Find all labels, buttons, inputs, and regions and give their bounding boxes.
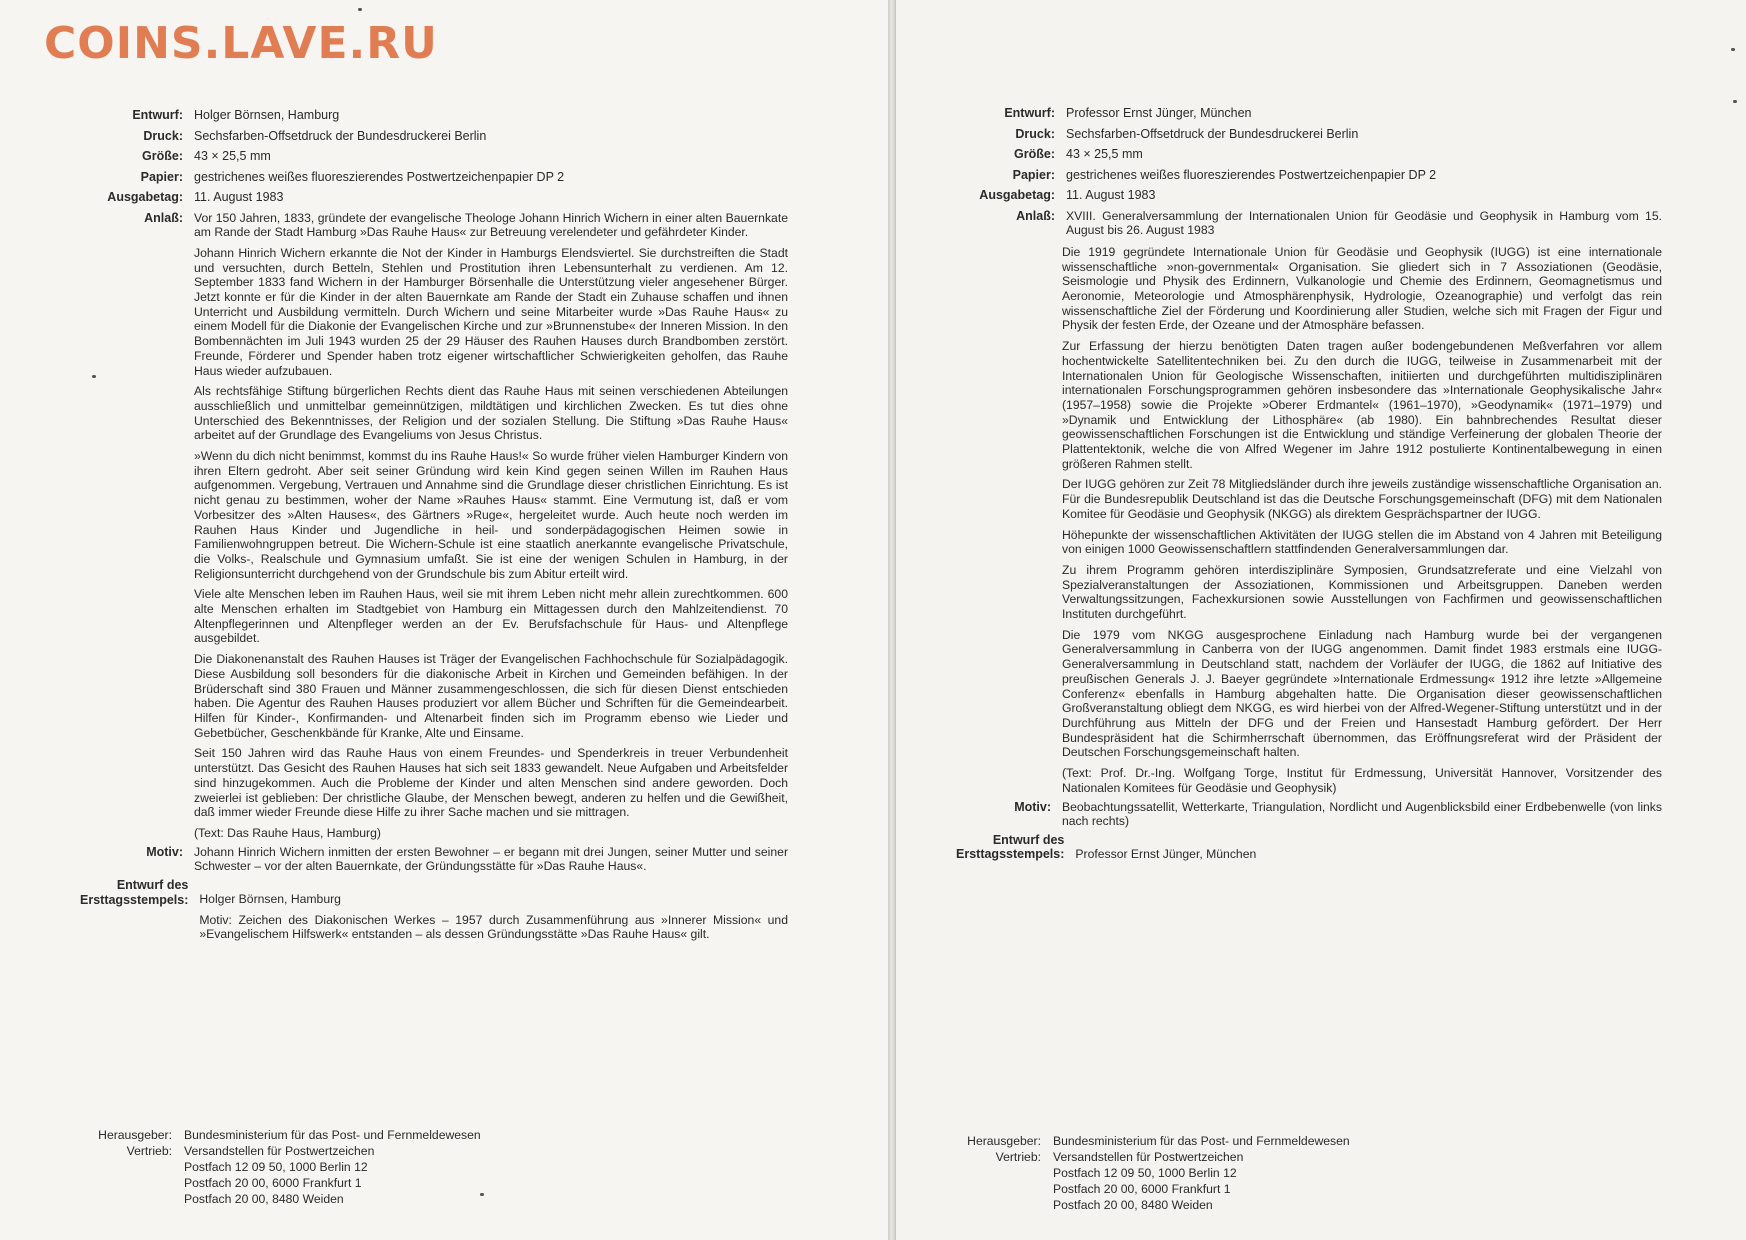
anlass-body-continued (1062, 245, 1662, 796)
meta-value: 11. August 1983 (1066, 188, 1156, 202)
paragraph: Zu ihrem Programm gehören interdisziplinäre Symposien, Grundsatzreferate und eine Vielzahl von Spezialveranstaltungen der Assoziationen, Kommissionen und Arbeitsgruppen. Daneben werden Verwaltungssitzungen, Fachexkursionen sowie Ausstellungen von Fachfirmen und geowissenschaftlichen Instituten durchgeführt. (1062, 562, 1662, 622)
meta-ausgabetag (956, 188, 1662, 203)
vertrieb-label: Vertrieb: (995, 1150, 1041, 1164)
stempel-designer: Holger Börnsen, Hamburg (199, 892, 341, 907)
paragraph: Zur Erfassung der hierzu benötigten Daten tragen außer bodengebundenen Meßverfahren vor allem hochentwickelte Satellitentechniken bei. Zu den durch die IUGG, teilweise in Zusammenarbeit mit der Internationalen Union für Geologische Wissenschaften, initiierten und durchgeführten multidisziplinären internationalen Forschungsprogrammen gehören insbesondere das »Internationale Geophysikalische Jahr« (1957–1958) sowie die Projekte »Oberer Erdmantel« (1961–1970), »Geodynamik« (1971–1979) und »Dynamik und Entwicklung der Lithosphäre« (ab 1980). Ein bahnbrechendes Resultat dieser geowissenschaftlichen Forschungen ist die Entwicklung und ständige Verfeinerung der globalen Theorie der Plattentektonik, welche die von Alfred Wegener im Jahre 1912 postulierte Kontinentalbewegung in einen größeren Rahmen stellt. (1062, 339, 1662, 471)
right-page (895, 0, 1746, 1240)
vertrieb-value: Versandstellen für Postwertzeichen (184, 1144, 375, 1158)
meta-groesse (956, 147, 1662, 162)
paragraph: Johann Hinrich Wichern erkannte die Not der Kinder in Hamburgs Elendsviertel. Sie durchstreiften die Stadt und versuchten, durch Betteln, Stehlen und Prostitution ihren Lebensunterhalt zu verdienen. Am 12. September 1833 fand Wichern in der Hamburger Börsenhalle die Unterstützung vieler angesehener Bürger. Jetzt konnte er für die Kinder in der alten Bauernkate am Rande der Stadt ein Zuhause schaffen und ihnen Unterricht und Ausbildung vermitteln. Durch Wichern und seine Mitarbeiter wurde »Das Rauhe Haus« zu einem Modell für die Diakonie der Evangelischen Kirche und zur »Brunnenstube« der Inneren Mission. In den Bombennächten im Juli 1943 wurden 25 der 29 Häuser des Rauhen Hauses durch Brandbomben zerstört. Freunde, Förderer und Spender haben trotz eigener wirtschaftlicher Schwierigkeiten geholfen, das Rauhe Haus wieder aufzubauen. (194, 245, 788, 378)
motiv-section (956, 800, 1662, 829)
anlass-label: Anlaß: (1016, 208, 1055, 223)
paragraph: Beobachtungssatellit, Wetterkarte, Triangulation, Nordlicht und Augenblicksbild einer Erdbebenwelle (von links nach rechts) (1062, 799, 1662, 829)
meta-label: Druck: (1015, 126, 1055, 141)
paragraph: Der IUGG gehören zur Zeit 78 Mitgliedsländer durch ihre jeweils zuständige wissenschaftliche Organisation an. Für die Bundesrepublik Deutschland ist das die Deutsche Forschungsgemeinschaft (DFG) mit dem Nationalen Komitee für Geodäsie und Geophysik (NKGG) als direktem Gesprächspartner der IUGG. (1062, 477, 1662, 521)
meta-label: Druck: (143, 128, 183, 143)
paper-speck (1733, 100, 1737, 103)
meta-entwurf (80, 108, 788, 123)
paragraph: Viele alte Menschen leben im Rauhen Haus, weil sie mit ihrem Leben nicht mehr allein zurechtkommen. 600 alte Menschen erhalten im Stadtgebiet von Hamburg ein Mittagessen durch den Mahlzeitendienst. 70 Altenpflegerinnen und Altenpfleger werden an der Ev. Berufsfachschule für Haus- und Altenpflege ausgebildet. (194, 587, 788, 646)
text-credit: (Text: Das Rauhe Haus, Hamburg) (194, 825, 381, 840)
stempel-label-line1: Entwurf des (116, 878, 189, 893)
meta-druck (956, 127, 1662, 142)
stempel-body (199, 878, 788, 942)
paper-speck (1731, 48, 1735, 51)
motiv-section (80, 845, 788, 874)
anlass-continued (956, 245, 1662, 796)
paper-speck (480, 1193, 484, 1196)
herausgeber-label: Herausgeber: (967, 1134, 1041, 1148)
meta-druck (80, 129, 788, 144)
vertrieb-value: Versandstellen für Postwertzeichen (1053, 1150, 1244, 1164)
right-footer (941, 1133, 1541, 1213)
vertrieb-address: Postfach 20 00, 8480 Weiden (184, 1192, 344, 1206)
paragraph: Als rechtsfähige Stiftung bürgerlichen Rechts dient das Rauhe Haus mit seinen verschiedenen Abteilungen ausschließlich und unmittelbar gemeinnützigen, mildtätigen und kirchlichen Zwecken. Es tut dies ohne Unterschied des Bekenntnisses, der Religion und der sozialen Stellung. Die Stiftung »Das Rauhe Haus« arbeitet auf der Grundlage des Evangeliums von Jesus Christus. (194, 384, 788, 443)
stempel-label-line1: Entwurf des (992, 832, 1065, 847)
motiv-label: Motiv: (1014, 799, 1051, 814)
meta-entwurf (956, 106, 1662, 121)
vertrieb-address: Postfach 12 09 50, 1000 Berlin 12 (184, 1160, 368, 1174)
stempel-body (1075, 833, 1662, 862)
meta-value: 43 × 25,5 mm (1066, 147, 1143, 161)
meta-papier (80, 170, 788, 185)
anlass-body (1066, 209, 1662, 241)
vertrieb-address: Postfach 20 00, 6000 Frankfurt 1 (1053, 1182, 1231, 1196)
right-content (956, 106, 1662, 866)
meta-value: Professor Ernst Jünger, München (1066, 106, 1252, 120)
herausgeber-value: Bundesministerium für das Post- und Fernmeldewesen (184, 1128, 481, 1142)
herausgeber-value: Bundesministerium für das Post- und Fernmeldewesen (1053, 1134, 1350, 1148)
vertrieb-address: Postfach 20 00, 8480 Weiden (1053, 1198, 1213, 1212)
stempel-motiv: Motiv: Zeichen des Diakonischen Werkes – 1957 durch Zusammenführung aus »Innerer Mission« und »Evangelischem Hilfswerk« entstanden – als dessen Gründungsstätte »Das Rauhe Haus« gilt. (199, 912, 788, 942)
watermark: COINS.LAVE.RU (44, 18, 438, 69)
meta-value: Holger Börnsen, Hamburg (194, 108, 340, 122)
anlass-body (194, 211, 788, 841)
meta-label: Ausgabetag: (979, 188, 1055, 202)
motiv-label: Motiv: (146, 844, 183, 859)
meta-label: Papier: (140, 169, 183, 184)
anlass-section (956, 209, 1662, 241)
paragraph: Johann Hinrich Wichern inmitten der ersten Bewohner – er begann mit drei Jungen, seiner Mutter und seiner Schwester – vor der alten Bauernkate, der Gründungsstätte für »Das Rauhe Haus«. (194, 844, 788, 874)
meta-groesse (80, 149, 788, 164)
paper-speck (92, 375, 96, 378)
paragraph: Die Diakonenanstalt des Rauhen Hauses ist Träger der Evangelischen Fachhochschule für Sozialpädagogik. Diese Ausbildung soll besonders für die diakonische Arbeit in Kirchen und Gemeinden befähigen. In der Brüderschaft sind 380 Frauen und Männer zusammengeschlossen, die sich für diesen Dienst entschieden haben. Die Agentur des Rauhen Hauses produziert vor allem Bücher und Schriften für die Gemeindearbeit. Hilfen für Kinder-, Konfirmanden- und Altenarbeit finden sich im Programm ebenso wie Lieder und Gebetbücher, Geschenkbände für Kranke, Alte und Einsame. (194, 652, 788, 740)
paragraph: Seit 150 Jahren wird das Rauhe Haus von einem Freundes- und Spenderkreis in treuer Verbundenheit unterstützt. Das Gesicht des Rauhen Hauses hat sich seit 1833 gewandelt. Neue Aufgaben und Arbeitsfelder sind hinzugekommen. Auch die Probleme der Kinder und alten Menschen sind andere geworden. Doch zweierlei ist geblieben: Der christliche Glaube, der Menschen bewegt, anderen zu helfen und die Gewißheit, daß immer wieder Freunde diese Hilfe zu ihrer Sache machen und sie mittragen. (194, 746, 788, 820)
page-fold (888, 0, 895, 1240)
meta-label: Größe: (1014, 147, 1055, 161)
left-footer (80, 1127, 680, 1207)
anlass-label: Anlaß: (144, 210, 183, 225)
meta-label: Entwurf: (132, 108, 183, 122)
meta-value: 43 × 25,5 mm (194, 149, 271, 163)
left-content (80, 108, 788, 946)
paragraph: Die 1919 gegründete Internationale Union für Geodäsie und Geophysik (IUGG) ist eine internationale wissenschaftliche »non-governmental« Organisation. Sie gliedert sich in 7 Assoziationen (Geodäsie, Seismologie und Physik des Erdinnern, Vulkanologie und Chemie des Erdinnern, Geomagnetismus und Aeronomie, Meteorologie und Atmosphärenphysik, Hydrologie, Ozeanographie) und verfolgt das rein wissenschaftliche Ziel der Förderung und Koordinierung aller Studien, welche sich mit Fragen der Figur und Physik der festen Erde, der Ozeane und der Atmosphäre befassen. (1062, 244, 1662, 333)
motiv-body (1062, 800, 1662, 829)
meta-value: Sechsfarben-Offsetdruck der Bundesdruckerei Berlin (1066, 126, 1359, 141)
herausgeber-label: Herausgeber: (98, 1128, 172, 1142)
stempel-designer: Professor Ernst Jünger, München (1075, 846, 1257, 861)
stempel-label (80, 878, 199, 907)
meta-label: Entwurf: (1004, 106, 1055, 120)
vertrieb-label: Vertrieb: (126, 1144, 172, 1158)
paper-speck (358, 8, 362, 11)
paragraph: Höhepunkte der wissenschaftlichen Aktivitäten der IUGG stellen die im Abstand von 4 Jahren mit Beteiligung von einigen 1000 Geowissenschaftlern stattfindenden Generalversammlungen dar. (1062, 527, 1662, 557)
vertrieb-address: Postfach 20 00, 6000 Frankfurt 1 (184, 1176, 362, 1190)
paragraph: Vor 150 Jahren, 1833, gründete der evangelische Theologe Johann Hinrich Wichern in einer alten Bauernkate am Rande der Stadt Hamburg »Das Rauhe Haus« zur Betreuung verelendeter und gefährdeter Kinder. (194, 210, 788, 240)
meta-value: gestrichenes weißes fluoreszierendes Postwertzeichenpapier DP 2 (1066, 167, 1437, 182)
stempel-label (956, 833, 1075, 862)
meta-value: Sechsfarben-Offsetdruck der Bundesdruckerei Berlin (194, 128, 487, 143)
meta-value: gestrichenes weißes fluoreszierendes Postwertzeichenpapier DP 2 (194, 169, 565, 184)
text-credit: (Text: Prof. Dr.-Ing. Wolfgang Torge, Institut für Erdmessung, Universität Hannover, Vorsitzender des Nationalen Komitees für Geodäsie und Geophysik) (1062, 766, 1662, 795)
stempel-section (80, 878, 788, 942)
meta-value: 11. August 1983 (194, 190, 284, 204)
stempel-section (956, 833, 1662, 862)
paragraph: Die 1979 vom NKGG ausgesprochene Einladung nach Hamburg wurde bei der vergangenen Generalversammlung in Canberra von der IUGG angenommen. Damit findet 1983 erstmals eine IUGG-Generalversammlung in Deutschland statt, nachdem der Vorläufer der IUGG, die 1862 auf Initiative des preußischen Generals J. J. Baeyer gegründete »Internationale Erdmessung« 1912 ihre letzte »Allgemeine Conferenz« ebenfalls in Hamburg abgehalten hatte. Die Organisation dieser geowissenschaftlichen Großveranstaltung obliegt dem NKGG, es wird hierbei von der Alfred-Wegener-Stiftung unterstützt und in der Durchführung aus Mitteln der DFG und der Freien und Hansestadt Hamburg gefördert. Der Herr Bundespräsident hat die Schirmherrschaft übernommen, das Eröffnungsreferat wird der Präsident der Deutschen Forschungsgemeinschaft halten. (1062, 627, 1662, 760)
meta-label: Ausgabetag: (107, 190, 183, 204)
meta-label: Größe: (142, 149, 183, 163)
motiv-body (194, 845, 788, 874)
paragraph: »Wenn du dich nicht benimmst, kommst du ins Rauhe Haus!« So wurde früher vielen Hamburger Kindern von ihren Eltern gedroht. Aber seit seiner Gründung wird kein Kind gegen seinen Willen im Rauhen Haus aufgenommen. Vergebung, Vertrauen und Annahme sind die Grundlage dieser christlichen Einrichtung. Es ist nicht genau zu bestimmen, woher der Name »Rauhes Haus« stammt. Eine Vermutung ist, daß er vom Vorbesitzer des »Alten Hauses«, des Gärtners »Ruge«, hergeleitet wurde. Auch heute noch werden im Rauhen Haus Kinder und Jugendliche in heil- und sonderpädagogischen Heimen sowie in Familienwohngruppen betreut. Die Wichern-Schule ist eine staatlich anerkannte evangelische Privatschule, die Volks-, Realschule und Gymnasium umfaßt. Sie ist eine der wenigen Schulen in Hamburg, in der Religionsunterricht durchgehend von der Grundschule bis zum Abitur erteilt wird. (194, 449, 788, 581)
vertrieb-address: Postfach 12 09 50, 1000 Berlin 12 (1053, 1166, 1237, 1180)
meta-ausgabetag (80, 190, 788, 205)
anlass-section (80, 211, 788, 841)
stempel-label-line2: Ersttagsstempels: (80, 892, 189, 907)
stempel-label-line2: Ersttagsstempels: (956, 847, 1065, 862)
meta-label: Papier: (1012, 167, 1055, 182)
paragraph: XVIII. Generalversammlung der Internationalen Union für Geodäsie und Geophysik in Hamburg vom 15. August bis 26. August 1983 (1066, 208, 1662, 238)
meta-papier (956, 168, 1662, 183)
